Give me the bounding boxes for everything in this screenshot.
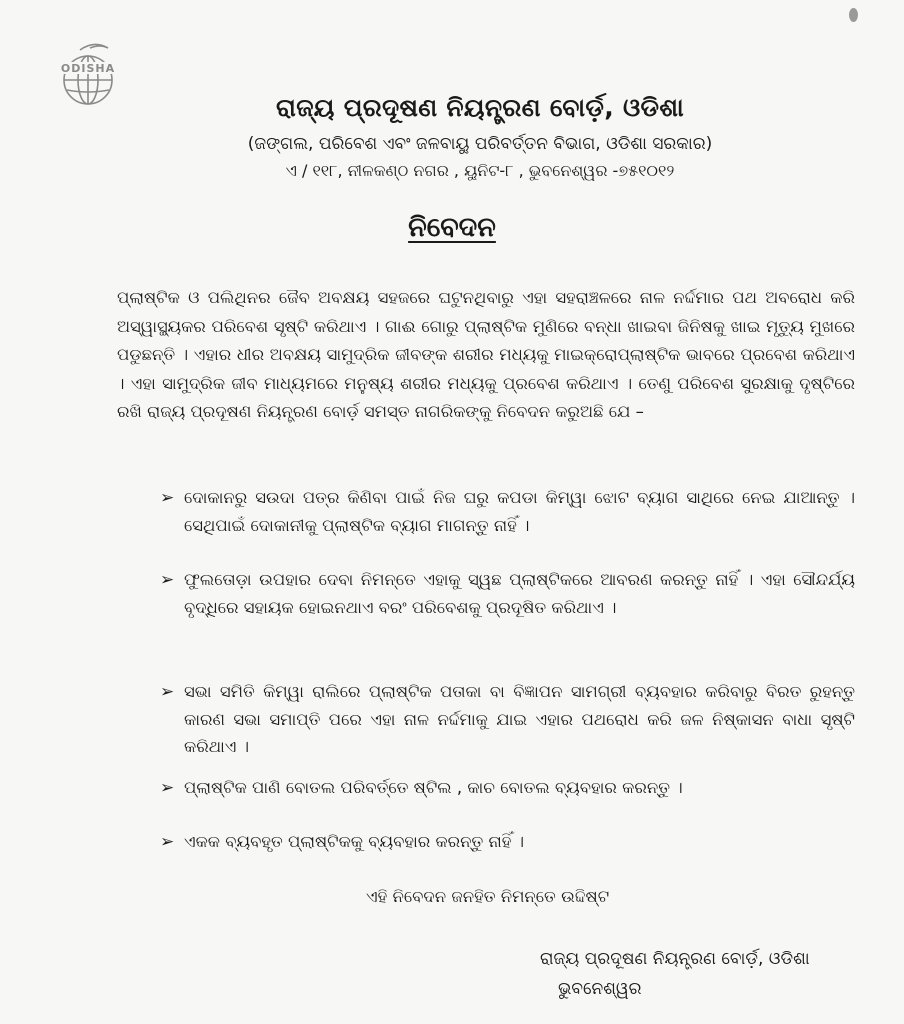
- list-item-text: ଦୋକାନରୁ ସଉଦା ପତ୍ର କିଣିବା ପାଇଁ ନିଜ ଘରୁ କପଡା କିମ୍ୱା ଝୋଟ ବ୍ୟାଗ ସାଥିରେ ନେଇ ଯାଆନ୍ତୁ । ସେଥିପାଇଁ ଦୋକାନୀକୁ ପ୍ଲାଷ୍ଟିକ ବ୍ୟାଗ ମାଗନ୍ତୁ ନାହିଁ ।: [184, 488, 855, 535]
- arrow-bullet-icon: ➢: [160, 488, 175, 508]
- arrow-bullet-icon: ➢: [160, 778, 175, 798]
- odisha-globe-logo: [50, 36, 126, 112]
- signature-org: ରାଜ୍ୟ ପ୍ରଦୂଷଣ ନିୟନ୍ତ୍ରଣ ବୋର୍ଡ଼, ଓଡିଶା: [540, 949, 810, 969]
- list-item-text: ଏକକ ବ୍ୟବହୃତ ପ୍ଲାଷ୍ଟିକକୁ ବ୍ୟବହାର କରନ୍ତୁ ନାହିଁ ।: [184, 832, 525, 851]
- intro-paragraph: ପ୍ଲାଷ୍ଟିକ ଓ ପଲିଥିନର ଜୈବ ଅବକ୍ଷୟ ସହଜରେ ଘଟୁନଥିବାରୁ ଏହା ସହରାଞ୍ଚଳରେ ନାଳ ନର୍ଦ୍ଦମାର ପଥ ଅବରୋଧ କରି ଅସ୍ୱାସ୍ଥ୍ୟକର ପରିବେଶ ସୃଷ୍ଟି କରିଥାଏ । ଗାଈ ଗୋରୁ ପ୍ଲାଷ୍ଟିକ ମୁଣିରେ ବନ୍ଧା ଖାଇବା ଜିନିଷକୁ ଖାଇ ମୃତ୍ୟୁ ମୁଖରେ ପଡୁଛନ୍ତି । ଏହାର ଧୀର ଅବକ୍ଷୟ ସାମୁଦ୍ରିକ ଜୀବଙ୍କ ଶରୀର ମଧ୍ୟକୁ ମାଇକ୍ରୋପ୍ଲାଷ୍ଟିକ ଭାବରେ ପ୍ରବେଶ କରିଥାଏ । ଏହା ସାମୁଦ୍ରିକ ଜୀବ ମାଧ୍ୟମରେ ମନୁଷ୍ୟ ଶରୀର ମଧ୍ୟକୁ ପ୍ରବେଶ କରିଥାଏ । ତେଣୁ ପରିବେଶ ସୁରକ୍ଷାକୁ ଦୃଷ୍ଟିରେ ରଖି ରାଜ୍ୟ ପ୍ରଦୂଷଣ ନିୟନ୍ତ୍ରଣ ବୋର୍ଡ଼ ସମସ୍ତ ନାଗରିକଙ୍କୁ ନିବେଦନ କରୁଅଛି ଯେ –: [117, 288, 855, 422]
- list-item-text: ଫୁଲତୋଡ଼ା ଉପହାର ଦେବା ନିମନ୍ତେ ଏହାକୁ ସ୍ୱଛ ପ୍ଲାଷ୍ଟିକରେ ଆବରଣ କରନ୍ତୁ ନାହିଁ । ଏହା ସୌନ୍ଦର୍ଯ୍ୟ ବୃଦ୍ଧିରେ ସହାୟକ ହୋଇନଥାଏ ବରଂ ପରିବେଶକୁ ପ୍ରଦୂଷିତ କରିଥାଏ ।: [184, 570, 855, 617]
- list-item-text: ସଭା ସମିତି କିମ୍ୱା ରାଲିରେ ପ୍ଲାଷ୍ଟିକ ପତାକା ବା ବିଜ୍ଞାପନ ସାମଗ୍ରୀ ବ୍ୟବହାର କରିବାରୁ ବିରତ ରୁହନ୍ତୁ କାରଣ ସଭା ସମାପ୍ତି ପରେ ଏହା ନାଳ ନର୍ଦ୍ଦମାକୁ ଯାଇ ଏହାର ପଥରୋଧ କରି ଜଳ ନିଷ୍କାସନ ବାଧା ସୃଷ୍ଟି କରିଥାଏ ।: [184, 682, 855, 756]
- notice-heading: [0, 212, 904, 244]
- list-item: [160, 774, 855, 802]
- closing-line: ଏହି ନିବେଦନ ଜନହିତ ନିମନ୍ତେ ଉଦ୍ଦିଷ୍ଟ: [366, 887, 610, 906]
- list-item: [160, 484, 855, 539]
- list-item-text: ପ୍ଲାଷ୍ଟିକ ପାଣି ବୋତଲ ପରିବର୍ତ୍ତେ ଷ୍ଟିଲ , କାଚ ବୋତଲ ବ୍ୟବହାର କରନ୍ତୁ ।: [184, 778, 683, 797]
- scan-mark: [849, 8, 858, 22]
- board-name: ରାଜ୍ୟ ପ୍ରଦୂଷଣ ନିୟନ୍ତ୍ରଣ ବୋର୍ଡ଼, ଓଡିଶା: [276, 93, 684, 122]
- signature-city: ଭୁବନେଶ୍ୱର: [558, 979, 642, 999]
- logo-text: ODISHA: [60, 62, 116, 75]
- list-item: [160, 678, 855, 761]
- arrow-bullet-icon: ➢: [160, 682, 175, 702]
- letterhead: [120, 92, 840, 182]
- address-line: ଏ / ୧୧୮, ନୀଳକଣ୍ଠ ନଗର , ୟୁନିଟ-୮ , ଭୁବନେଶ୍ୱର -୭୫୧୦୧୨: [285, 161, 675, 180]
- notice-title: ନିବେଦନ: [408, 212, 496, 243]
- list-item: [160, 566, 855, 621]
- arrow-bullet-icon: ➢: [160, 832, 175, 852]
- signature-block: [540, 944, 850, 1004]
- list-item: [160, 828, 855, 856]
- department-line: (ଜଙ୍ଗଲ, ପରିବେଶ ଏବଂ ଜଳବାୟୁ ପରିବର୍ତ୍ତନ ବିଭାଗ, ଓଡିଶା ସରକାର): [247, 134, 713, 154]
- arrow-bullet-icon: ➢: [160, 570, 175, 590]
